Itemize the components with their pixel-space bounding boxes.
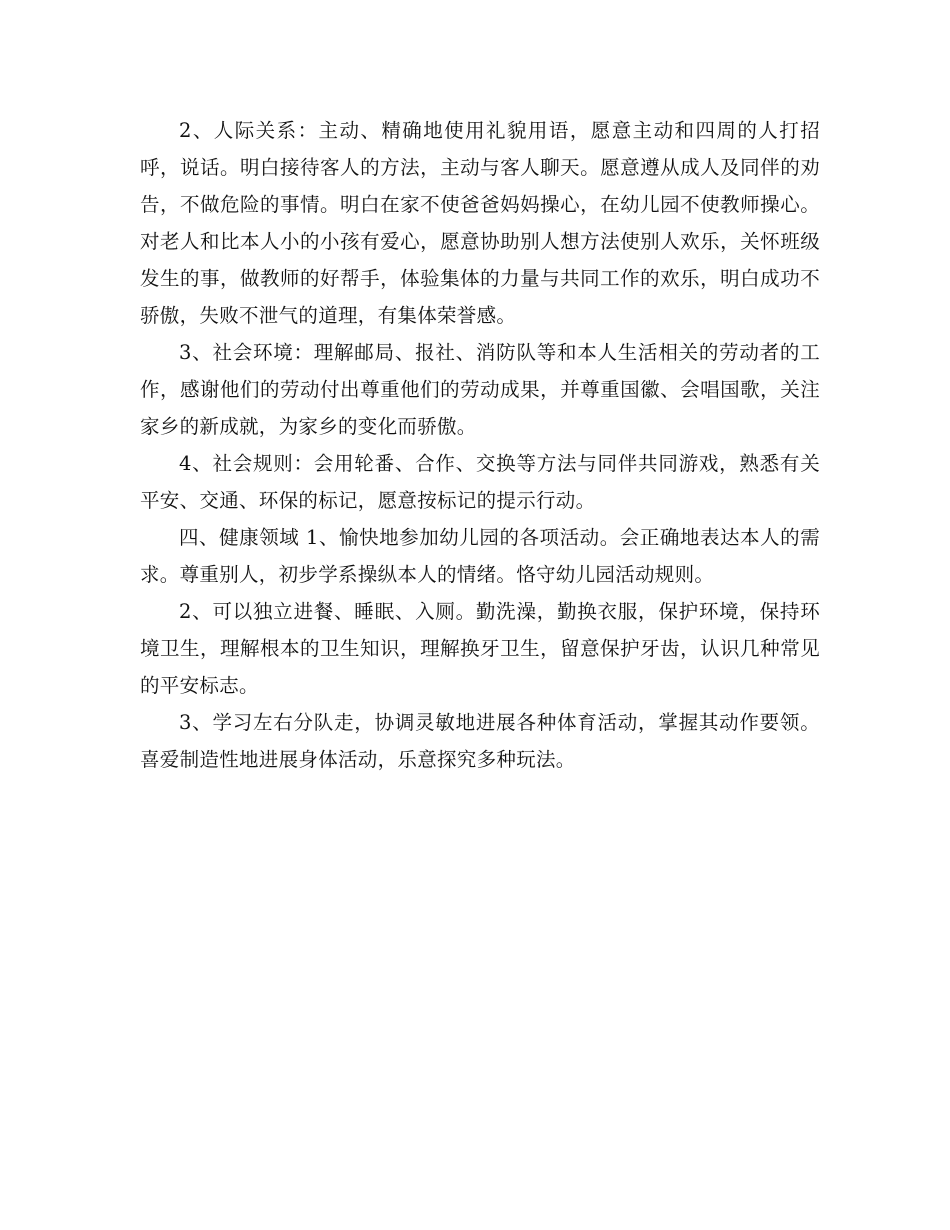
- document-body: [140, 112, 820, 778]
- paragraph-health-domain: 四、健康领域 1、愉快地参加幼儿园的各项活动。会正确地表达本人的需求。尊重别人，初步学系操纵本人的情绪。恪守幼儿园活动规则。: [140, 526, 820, 586]
- paragraph-physical-activity: 3、学习左右分队走，协调灵敏地进展各种体育活动，掌握其动作要领。喜爱制造性地进展身体活动，乐意探究多种玩法。: [140, 711, 820, 771]
- paragraph-social-rules: 4、社会规则：会用轮番、合作、交换等方法与同伴共同游戏，熟悉有关平安、交通、环保的标记，愿意按标记的提示行动。: [140, 452, 820, 512]
- paragraph-social-environment: 3、社会环境：理解邮局、报社、消防队等和本人生活相关的劳动者的工作，感谢他们的劳动付出尊重他们的劳动成果，并尊重国徽、会唱国歌，关注家乡的新成就，为家乡的变化而骄傲。: [140, 341, 820, 438]
- paragraph-interpersonal: 2、人际关系：主动、精确地使用礼貌用语，愿意主动和四周的人打招呼，说话。明白接待客人的方法，主动与客人聊天。愿意遵从成人及同伴的劝告，不做危险的事情。明白在家不使爸爸妈妈操心，在幼儿园不使教师操心。对老人和比本人小的小孩有爱心，愿意协助别人想方法使别人欢乐，关怀班级发生的事，做教师的好帮手，体验集体的力量与共同工作的欢乐，明白成功不骄傲，失败不泄气的道理，有集体荣誉感。: [140, 119, 820, 327]
- paragraph-self-care: 2、可以独立进餐、睡眠、入厕。勤洗澡，勤换衣服，保护环境，保持环境卫生，理解根本的卫生知识，理解换牙卫生，留意保护牙齿，认识几种常见的平安标志。: [140, 600, 820, 697]
